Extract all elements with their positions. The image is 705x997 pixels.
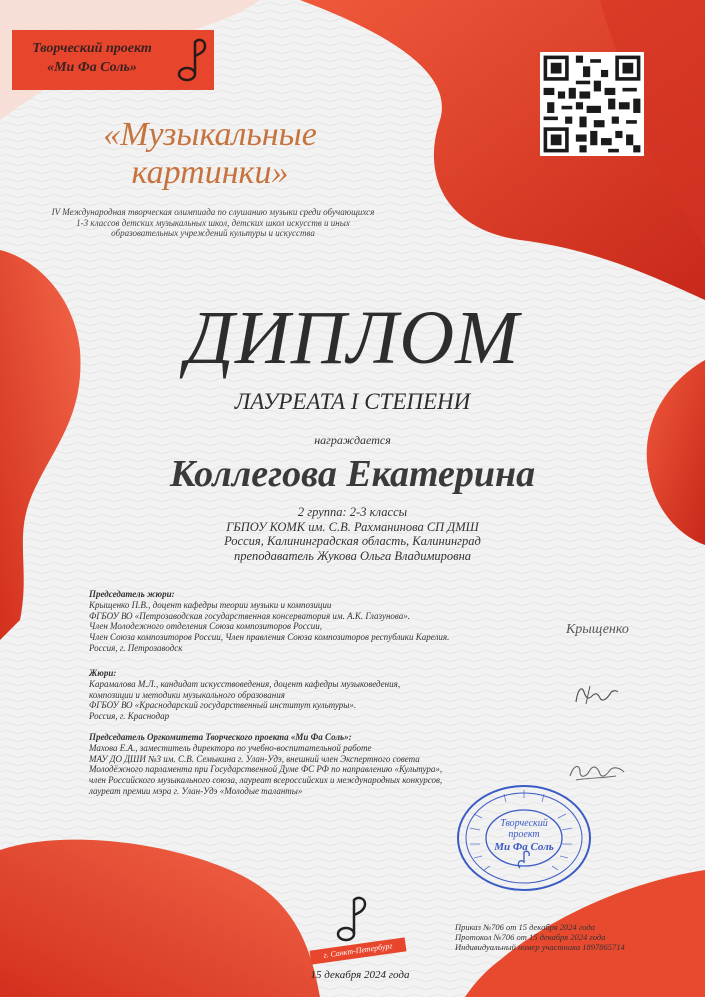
org-chair-line: МАУ ДО ДШИ №3 им. С.В. Семыкина г. Улан-Удэ, внешний член Экспертного совета	[89, 753, 420, 764]
order-line: Приказ №706 от 15 декабря 2024 года	[455, 922, 595, 932]
protocol-line: Протокол №706 от 15 декабря 2024 года	[455, 932, 606, 942]
jury-member-line: Россия, г. Краснодар	[89, 711, 170, 722]
group-line: 2 группа: 2-3 классы	[297, 505, 408, 519]
org-chair-line: Махова Е.А., заместитель директора по учебно-воспитательной работе	[89, 742, 372, 753]
recipient-name: Коллегова Екатерина	[169, 453, 536, 495]
jury-chair-block	[89, 589, 559, 654]
org-chair-line: лауреат премии мэра г. Улан-Удэ «Молодые таланты»	[89, 785, 303, 796]
jury-member-line: ФГБОУ ВО «Краснодарский государственный институт культуры».	[89, 700, 357, 711]
jury-chair-heading: Председатель жюри:	[89, 589, 175, 599]
stamp-text-1: Творческий	[500, 818, 548, 829]
stamp-text-2: проект	[508, 829, 540, 840]
city-badge: г. Санкт-Петербург	[309, 937, 406, 964]
jury-members-block	[89, 668, 559, 722]
jury-member-line: Карамалова М.Л., кандидат искусствоведения, доцент кафедры музыковедения,	[89, 678, 401, 689]
diploma-degree: ЛАУРЕАТА I СТЕПЕНИ	[234, 389, 471, 414]
awarded-label: награждается	[314, 433, 391, 447]
issue-date: 15 декабря 2024 года	[310, 969, 410, 981]
qr-code[interactable]	[540, 52, 644, 156]
org-chair-line: член Российского музыкального союза, лауреат всероссийских и международных конкурсов,	[89, 775, 443, 786]
brand-line-1: Творческий проект	[32, 41, 152, 56]
jury-chair-line: ФГБОУ ВО «Петрозаводская государственная консерватория им. А.К. Глазунова».	[89, 610, 411, 621]
jury-chair-signature: Крыщенко	[566, 622, 629, 637]
org-chair-heading: Председатель Оргкомитета Творческого проекта «Ми Фа Соль»:	[89, 732, 352, 742]
location-line: Россия, Калининградская область, Калининград	[224, 534, 481, 548]
org-chair-line: Молодёжного парламента при Государственной Думе ФС РФ по направлению «Культура»,	[89, 764, 443, 775]
olympiad-description: IV Международная творческая олимпиада по слушанию музыки среди обучающихся 1-3 классов детских музыкальных школ, детских школ искусств и иных образовательных учреждений культуры и искусства	[51, 207, 375, 238]
jury-chair-line: Крыщенко П.В., доцент кафедры теории музыки и композиции	[89, 599, 332, 610]
music-note-icon	[175, 34, 209, 86]
recipient-info	[0, 505, 705, 563]
diploma-title: ДИПЛОМ	[185, 296, 520, 380]
music-note-icon	[334, 892, 370, 946]
seal-stamp	[454, 782, 594, 894]
jury-member-signature	[572, 682, 620, 708]
teacher-line: преподаватель Жукова Ольга Владимировна	[233, 548, 472, 563]
participant-number-line: Индивидуальный номер участника 1897865714	[455, 942, 625, 952]
olympiad-title: «Музыкальные картинки»	[103, 116, 317, 191]
jury-chair-line: Член Союза композиторов России, Член правления Союза композиторов республики Карелия.	[89, 632, 450, 643]
protocol-info	[455, 922, 695, 952]
org-chair-signature	[566, 760, 628, 784]
brand-line-2: «Ми Фа Соль»	[47, 60, 137, 75]
brand-banner	[12, 30, 214, 90]
stamp-text-3: Ми Фа Соль	[494, 841, 554, 853]
jury-chair-line: Член Молодежного отделения Союза композиторов России,	[89, 621, 323, 632]
jury-members-heading: Жюри:	[89, 668, 117, 678]
jury-member-line: композиции и методики музыкального образования	[89, 689, 285, 700]
school-line: ГБПОУ КОМК им. С.В. Рахманинова СП ДМШ	[226, 519, 479, 534]
jury-chair-line: Россия, г. Петрозаводск	[89, 642, 183, 653]
